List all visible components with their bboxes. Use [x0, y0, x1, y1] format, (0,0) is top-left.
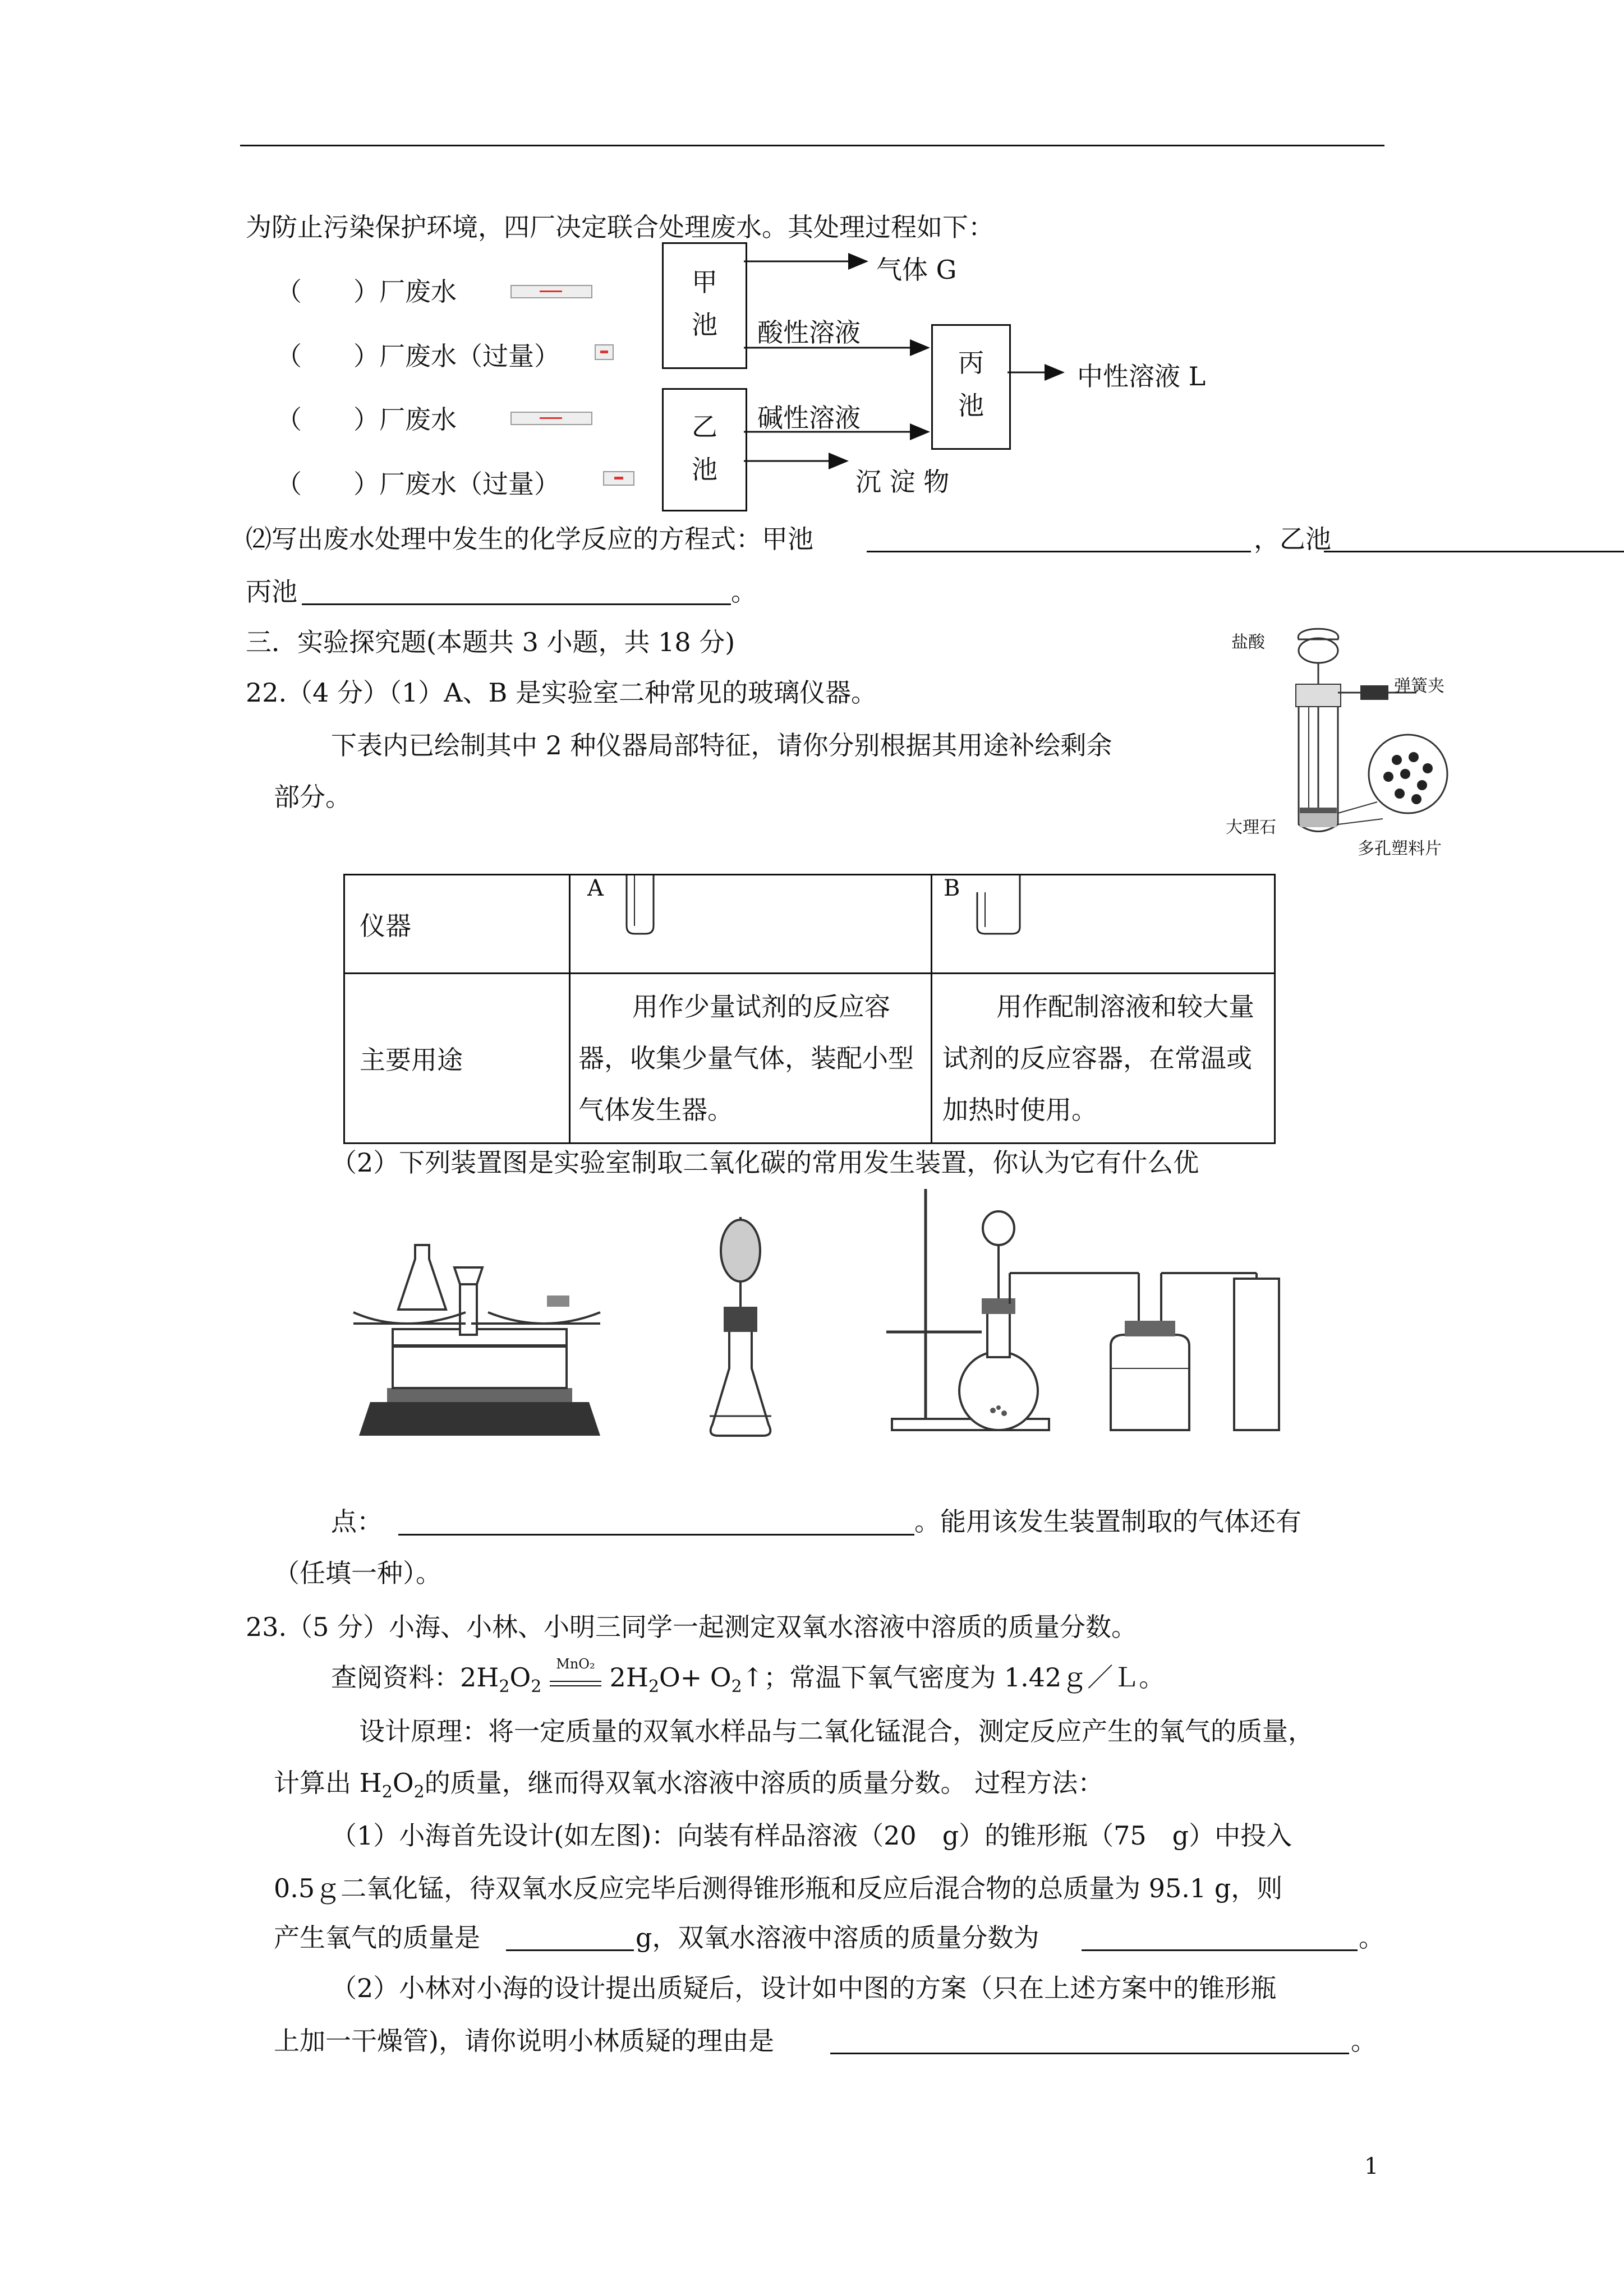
- equation-pool-b-label: ，乙池: [1254, 524, 1331, 554]
- flow-row-3: （ ）厂废水: [276, 404, 457, 435]
- blank-oxygen-mass[interactable]: [506, 1949, 634, 1951]
- q23-p2-line1: （2）小林对小海的设计提出质疑后，设计如中图的方案（只在上述方案中的锥形瓶: [331, 1973, 1277, 2003]
- instrument-a-cell: [570, 875, 932, 974]
- instrument-b-usage: 用作配制溶液和较大量试剂的反应容器，在常温或加热时使用。: [932, 974, 1275, 1144]
- q23-principle-2: 计算出 $H_2O_2$的质量，继而得双氧水溶液中溶质的质量分数。 过程方法：: [274, 1768, 1104, 1802]
- erlenmeyer-flask-drying-tube-icon: [710, 1217, 771, 1436]
- page-number: 1: [1364, 2154, 1379, 2179]
- basic-solution-label: 碱性溶液: [757, 403, 861, 433]
- marble-label: 大理石: [1226, 818, 1276, 837]
- q22-any-one: （任填一种）。: [274, 1558, 441, 1588]
- q22-point-prefix: 点：: [331, 1506, 383, 1537]
- pool-b: 乙 池: [662, 388, 747, 511]
- q22-point-suffix: 。能用该发生装置制取的气体还有: [914, 1506, 1301, 1537]
- q23-p1-line3a: 产生氧气的质量是: [274, 1922, 480, 1953]
- pool-a: 甲 池: [662, 242, 747, 369]
- equation-pool-c-label: 丙池: [246, 577, 297, 607]
- section-title: 三．实验探究题(本题共 3 小题，共 18 分): [246, 627, 735, 657]
- hydrochloric-acid-label: 盐酸: [1231, 633, 1265, 652]
- q23-stem: 23.（5 分）小海、小林、小明三同学一起测定双氧水溶液中溶质的质量分数。: [246, 1612, 1138, 1642]
- porous-plate-label: 多孔塑料片: [1358, 839, 1442, 859]
- q23-p1-line3b: g，双氧水溶液中溶质的质量分数为: [636, 1922, 1039, 1953]
- catalyst-label: MnO₂: [556, 1656, 595, 1672]
- precipitate-label: 沉 淀 物: [855, 467, 950, 497]
- blank-mass-fraction[interactable]: [1082, 1949, 1358, 1951]
- gas-generation-setup-icon: [886, 1189, 1279, 1430]
- instrument-a-usage: 用作少量试剂的反应容器，收集少量气体，装配小型气体发生器。: [570, 974, 932, 1144]
- period: 。: [1359, 1922, 1384, 1953]
- neutral-solution-label: 中性溶液 L: [1077, 361, 1206, 391]
- table-head-instrument: 仪器: [344, 875, 570, 974]
- period: 。: [1351, 2026, 1377, 2056]
- q23-p1-line1: （1）小海首先设计(如左图)：向装有样品溶液（20 g）的锥形瓶（75 g）中投入: [331, 1820, 1292, 1851]
- flow-row-2: （ ）厂废水（过量）: [276, 341, 560, 371]
- balance-scale-icon: [353, 1245, 600, 1436]
- q22-stem: 22.（4 分）（1）A、B 是实验室二种常见的玻璃仪器。: [246, 677, 877, 708]
- blank-advantage[interactable]: [398, 1534, 914, 1536]
- pool-c: 丙 池: [931, 324, 1011, 450]
- q22-part2: （2）下列装置图是实验室制取二氧化碳的常用发生装置，你认为它有什么优: [331, 1147, 1199, 1178]
- instrument-b-label: B: [944, 875, 960, 901]
- flow-row-1: （ ）厂废水: [276, 276, 457, 307]
- q23-p2-line2a: 上加一干燥管)，请你说明小林质疑的理由是: [274, 2026, 774, 2056]
- equation-prompt: ⑵写出废水处理中发生的化学反应的方程式：甲池: [246, 524, 813, 554]
- q22-line2: 下表内已绘制其中 2 种仪器局部特征，请你分别根据其用途补绘剩余: [331, 730, 1112, 760]
- blank-pool-c[interactable]: [302, 603, 731, 605]
- q23-p1-line2: 0.5ｇ二氧化锰，待双氧水反应完毕后测得锥形瓶和反应后混合物的总质量为 95.1 g，则: [274, 1873, 1283, 1903]
- blank-pool-b[interactable]: [1324, 551, 1624, 552]
- test-tube-partial-icon: [621, 875, 688, 937]
- spring-clamp-label: 弹簧夹: [1394, 676, 1444, 696]
- q23-principle-1: 设计原理：将一定质量的双氧水样品与二氧化锰混合，测定反应产生的氧气的质量，: [359, 1716, 1314, 1746]
- flow-row-4: （ ）厂废水（过量）: [276, 469, 560, 499]
- q22-line3: 部分。: [274, 782, 351, 812]
- instrument-a-label: A: [587, 875, 604, 901]
- intro-text: 为防止污染保护环境，四厂决定联合处理废水。其处理过程如下：: [246, 212, 994, 242]
- gas-g-label: 气体 G: [876, 255, 957, 285]
- blank-reason[interactable]: [830, 2053, 1349, 2054]
- instrument-b-cell: [932, 875, 1275, 974]
- table-head-usage: 主要用途: [344, 974, 570, 1144]
- apparatus-figures: [337, 1183, 1624, 1436]
- co2-generator-figure: [1226, 623, 1506, 858]
- q23-reference: 查阅资料：$2H_2O_2$ MnO₂ $2H_2O+$ $O_2↑$；常温下氧气密度为 1.42ｇ／Ｌ。: [331, 1656, 1165, 1696]
- blank-pool-a[interactable]: [867, 551, 1251, 552]
- acidic-solution-label: 酸性溶液: [757, 317, 861, 348]
- beaker-partial-icon: [972, 875, 1039, 937]
- instrument-table: [343, 874, 1276, 1144]
- period: 。: [731, 577, 757, 607]
